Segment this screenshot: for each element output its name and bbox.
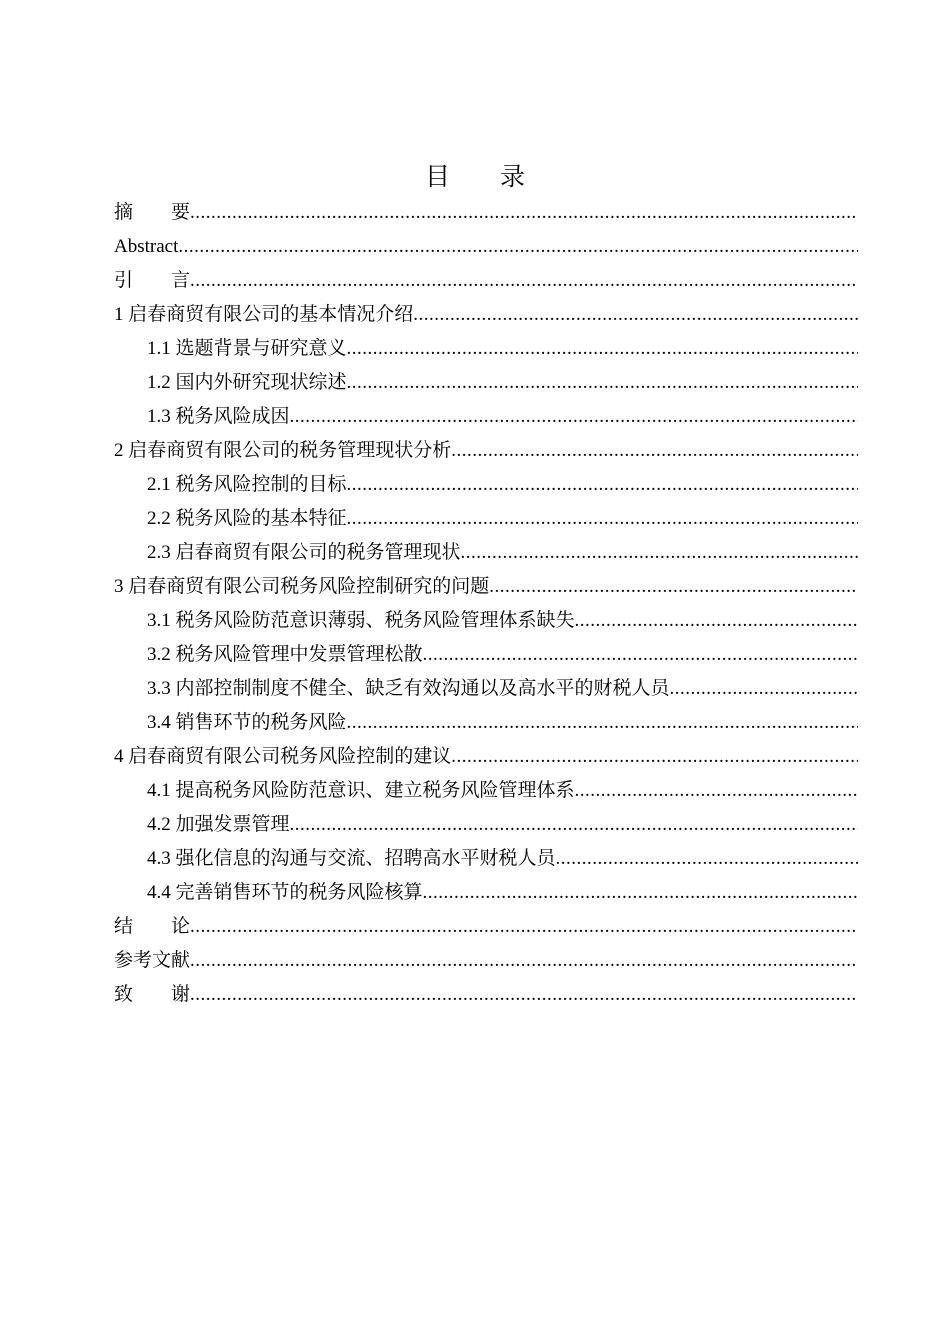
toc-entry-label: 3.3 内部控制制度不健全、缺乏有效沟通以及高水平的财税人员: [147, 678, 670, 699]
toc-entry-label: 2.1 税务风险控制的目标: [147, 474, 347, 495]
toc-entry-label: 3.2 税务风险管理中发票管理松散: [147, 644, 423, 665]
toc-entry-label: 4 启春商贸有限公司税务风险控制的建议: [114, 746, 452, 767]
toc-entry-section-1-1[interactable]: [114, 332, 858, 366]
toc-entry-label: 4.2 加强发票管理: [147, 814, 290, 835]
toc-entry-abstract-cn[interactable]: [114, 196, 858, 230]
toc-entry-introduction[interactable]: [114, 264, 858, 298]
toc-entry-label: 结 论: [114, 916, 191, 937]
toc-entry-chapter-1[interactable]: [114, 298, 858, 332]
toc-entry-label: 2 启春商贸有限公司的税务管理现状分析: [114, 440, 452, 461]
toc-entry-section-4-1[interactable]: [114, 774, 858, 808]
toc-entry-section-1-2[interactable]: [114, 366, 858, 400]
toc-entry-label: 2.3 启春商贸有限公司的税务管理现状: [147, 542, 461, 563]
toc-dot-leader: [290, 400, 858, 434]
toc-entry-label: 致 谢: [114, 984, 191, 1005]
toc-dot-leader: [347, 502, 858, 536]
toc-dot-leader: [347, 468, 858, 502]
toc-entry-chapter-4[interactable]: [114, 740, 858, 774]
toc-entry-label: Abstract: [114, 236, 179, 257]
toc-entry-label: 摘 要: [114, 202, 191, 223]
toc-entry-section-2-2[interactable]: [114, 502, 858, 536]
toc-dot-leader: [178, 230, 858, 264]
toc-entry-label: 4.4 完善销售环节的税务风险核算: [147, 882, 423, 903]
toc-dot-leader: [575, 774, 858, 808]
toc-entry-section-1-3[interactable]: [114, 400, 858, 434]
toc-entry-acknowledgements[interactable]: [114, 978, 858, 1012]
toc-entry-label: 引 言: [114, 270, 191, 291]
toc-dot-leader: [670, 672, 858, 706]
toc-entry-section-3-2[interactable]: [114, 638, 858, 672]
toc-entry-section-2-1[interactable]: [114, 468, 858, 502]
toc-dot-leader: [190, 978, 858, 1012]
toc-entry-label: 4.3 强化信息的沟通与交流、招聘高水平财税人员: [147, 848, 556, 869]
toc-dot-leader: [451, 740, 858, 774]
toc-dot-leader: [461, 536, 858, 570]
toc-entry-abstract-en[interactable]: [114, 230, 858, 264]
toc-entry-section-4-4[interactable]: [114, 876, 858, 910]
toc-entry-conclusion[interactable]: [114, 910, 858, 944]
table-of-contents: [114, 196, 858, 1012]
toc-dot-leader: [290, 808, 858, 842]
toc-entry-section-4-2[interactable]: [114, 808, 858, 842]
toc-dot-leader: [423, 876, 858, 910]
toc-entry-section-4-3[interactable]: [114, 842, 858, 876]
toc-entry-label: 参考文献: [114, 950, 191, 971]
toc-dot-leader: [190, 196, 858, 230]
toc-dot-leader: [190, 910, 858, 944]
toc-dot-leader: [190, 264, 858, 298]
toc-dot-leader: [347, 366, 858, 400]
toc-dot-leader: [556, 842, 858, 876]
toc-entry-section-3-4[interactable]: [114, 706, 858, 740]
toc-dot-leader: [347, 332, 858, 366]
toc-entry-section-2-3[interactable]: [114, 536, 858, 570]
toc-dot-leader: [451, 434, 858, 468]
toc-entry-references[interactable]: [114, 944, 858, 978]
toc-entry-label: 3.1 税务风险防范意识薄弱、税务风险管理体系缺失: [147, 610, 575, 631]
toc-entry-label: 1.3 税务风险成因: [147, 406, 290, 427]
toc-entry-section-3-3[interactable]: [114, 672, 858, 706]
toc-dot-leader: [190, 944, 858, 978]
toc-dot-leader: [347, 706, 858, 740]
toc-dot-leader: [575, 604, 858, 638]
toc-entry-label: 1.2 国内外研究现状综述: [147, 372, 347, 393]
toc-entry-section-3-1[interactable]: [114, 604, 858, 638]
toc-entry-chapter-3[interactable]: [114, 570, 858, 604]
toc-entry-label: 3 启春商贸有限公司税务风险控制研究的问题: [114, 576, 490, 597]
toc-entry-label: 1.1 选题背景与研究意义: [147, 338, 347, 359]
toc-entry-label: 4.1 提高税务风险防范意识、建立税务风险管理体系: [147, 780, 575, 801]
toc-entry-label: 3.4 销售环节的税务风险: [147, 712, 347, 733]
toc-entry-label: 1 启春商贸有限公司的基本情况介绍: [114, 304, 414, 325]
toc-dot-leader: [413, 298, 858, 332]
toc-entry-chapter-2[interactable]: [114, 434, 858, 468]
toc-dot-leader: [489, 570, 858, 604]
toc-entry-label: 2.2 税务风险的基本特征: [147, 508, 347, 529]
toc-title: 目 录: [424, 164, 525, 191]
toc-dot-leader: [423, 638, 858, 672]
